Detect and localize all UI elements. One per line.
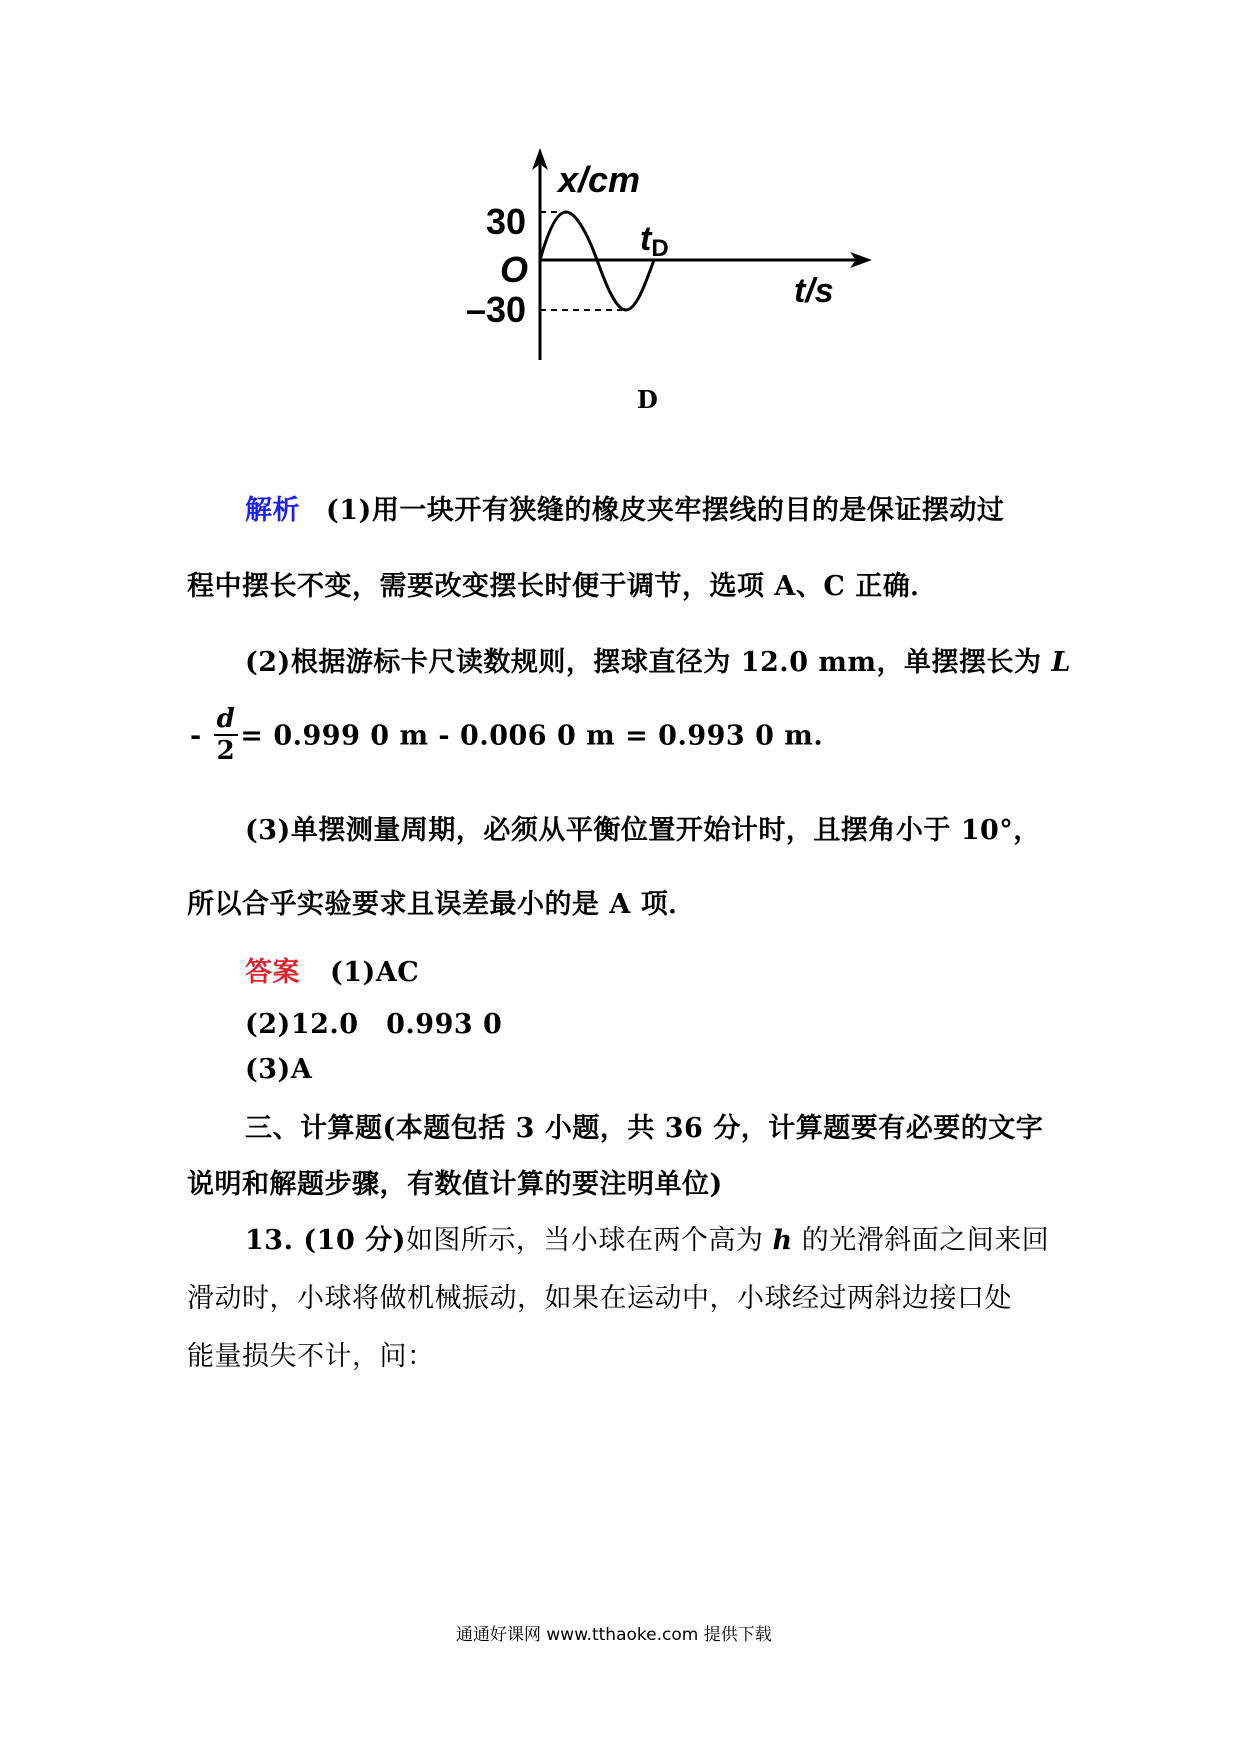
section3-line-2: 说明和解题步骤，有数值计算的要注明单位): [187, 1169, 723, 1200]
q13-line-1: [245, 1218, 1049, 1257]
var-L: L: [1051, 647, 1071, 678]
minus-sign: -: [190, 720, 202, 752]
frac-denominator: 2: [216, 736, 236, 766]
analysis-p1-l1: (1)用一块开有狭缝的橡皮夹牢摆线的目的是保证摆动过: [326, 495, 1005, 526]
td-label: tD: [640, 220, 669, 262]
analysis-p2-text: (2)根据游标卡尺读数规则，摆球直径为 12.0 mm，单摆摆长为: [245, 647, 1052, 678]
analysis-p2-equation: = 0.999 0 m - 0.006 0 m = 0.993 0 m.: [240, 720, 824, 752]
origin-label: O: [500, 249, 529, 290]
q13-line-2: 滑动时，小球将做机械振动，如果在运动中，小球经过两斜边接口处: [187, 1283, 1012, 1314]
analysis-p3-line-2: 所以合乎实验要求且误差最小的是 A 项．: [187, 889, 696, 920]
graph-d: [440, 140, 960, 380]
section3-line-1: 三、计算题(本题包括 3 小题，共 36 分，计算题要有必要的文字: [245, 1113, 1044, 1144]
answer-2: (2)12.0 0.993 0: [245, 1009, 503, 1040]
footer-text: 通通好课网 www.tthaoke.com 提供下载: [456, 1625, 772, 1645]
analysis-p2-line-2: [190, 706, 823, 768]
answer-label: 答案: [245, 957, 300, 988]
answer-3: (3)A: [245, 1054, 313, 1085]
q13-text-1-end: 的光滑斜面之间来回: [792, 1225, 1050, 1256]
graph-caption: D: [637, 385, 659, 414]
y-axis-label: x/cm: [558, 159, 641, 200]
analysis-line-1: [245, 488, 1004, 527]
analysis-p2-line-1: [245, 640, 1071, 679]
frac-numerator: d: [214, 704, 239, 736]
tick-neg30: –30: [466, 289, 527, 330]
fraction-d-over-2: [214, 704, 239, 766]
analysis-label: 解析: [245, 495, 300, 526]
analysis-line-2: 程中摆长不变，需要改变摆长时便于调节，选项 A、C 正确．: [187, 571, 938, 602]
answer-1: (1)AC: [330, 957, 420, 988]
tick-30: 30: [486, 201, 527, 242]
x-axis-label: t/s: [794, 272, 834, 310]
q13-points: (10 分): [303, 1225, 406, 1256]
answer-line-1: [245, 950, 419, 989]
q13-text-1: 如图所示，当小球在两个高为: [405, 1225, 773, 1256]
analysis-p3-line-1: (3)单摆测量周期，必须从平衡位置开始计时，且摆角小于 10°，: [245, 815, 1041, 846]
var-h: h: [772, 1225, 793, 1256]
q13-number: 13.: [245, 1225, 294, 1256]
q13-line-3: 能量损失不计，问：: [187, 1341, 435, 1372]
